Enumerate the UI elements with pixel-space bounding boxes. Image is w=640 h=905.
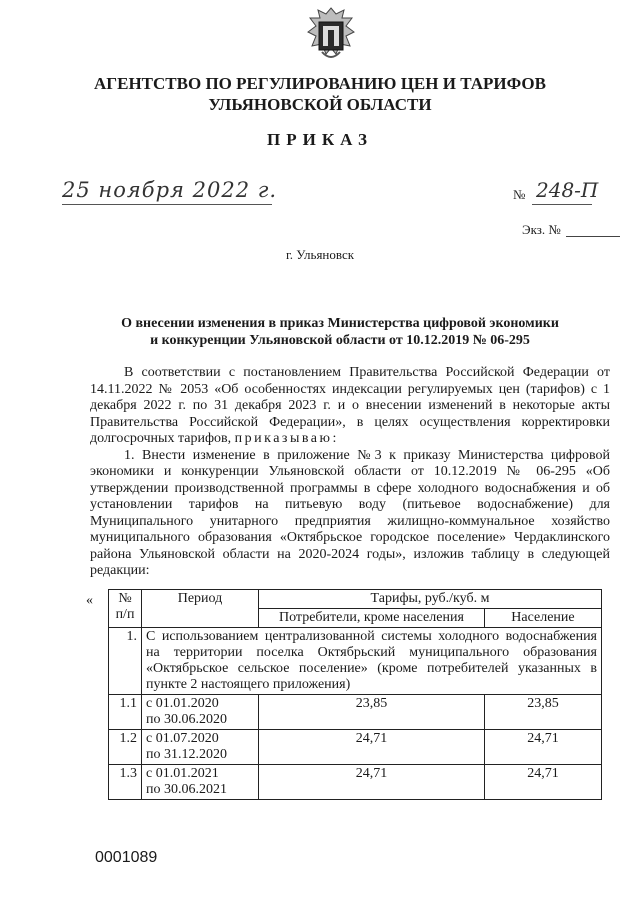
copy-number-label: Экз. № [522, 222, 561, 237]
order-subject [90, 315, 590, 349]
row-period [142, 730, 259, 765]
copy-number-line [566, 236, 620, 237]
table-row [109, 695, 602, 730]
order-word: приказываю: [234, 431, 339, 446]
handwritten-order-number: 248-П [536, 178, 599, 202]
header-population: Население [484, 609, 601, 628]
period-from: с 01.07.2020 [146, 731, 219, 746]
section-text: С использованием централизованной системы холодного водоснабжения на территории поселка Октябрьский муниципального образования «Октябрьское сельское поселение» (кроме потребителей указанных в пункте 2 настоящего приложения) [142, 628, 602, 695]
period-from: с 01.01.2020 [146, 696, 219, 711]
agency-name-line2: УЛЬЯНОВСКОЙ ОБЛАСТИ [208, 95, 432, 114]
header-tariffs: Тарифы, руб./куб. м [259, 590, 602, 609]
handwritten-date: 25 ноября 2022 г. [62, 178, 278, 202]
city: г. Ульяновск [285, 247, 355, 262]
row-consumers-tariff: 24,71 [259, 765, 485, 800]
table-row [109, 765, 602, 800]
table-section-row [109, 628, 602, 695]
document-type-title: ПРИКАЗ [267, 130, 373, 149]
tariff-table [108, 589, 602, 800]
period-to: по 30.06.2021 [146, 782, 227, 797]
row-period [142, 765, 259, 800]
period-from: с 01.01.2021 [146, 766, 219, 781]
opening-quote: « [86, 593, 93, 608]
row-consumers-tariff: 24,71 [259, 730, 485, 765]
coat-of-arms-emblem-icon [300, 4, 362, 66]
order-number-label: № [513, 187, 526, 202]
table-row [109, 730, 602, 765]
row-num: 1.1 [109, 695, 142, 730]
header-num: № п/п [109, 590, 142, 628]
row-period [142, 695, 259, 730]
row-population-tariff: 24,71 [484, 765, 601, 800]
row-population-tariff: 24,71 [484, 730, 601, 765]
section-num: 1. [109, 628, 142, 695]
header-period: Период [142, 590, 259, 628]
row-consumers-tariff: 23,85 [259, 695, 485, 730]
header-consumers: Потребители, кроме населения [259, 609, 485, 628]
period-to: по 30.06.2020 [146, 712, 227, 727]
agency-name-line1: АГЕНТСТВО ПО РЕГУЛИРОВАНИЮ ЦЕН И ТАРИФОВ [94, 74, 546, 93]
order-subject-line1: О внесении изменения в приказ Министерства цифровой экономики [121, 316, 559, 331]
document-serial-code: 0001089 [95, 849, 158, 866]
order-body [90, 365, 610, 580]
preamble-paragraph [90, 365, 610, 448]
table-header-row [109, 590, 602, 609]
row-num: 1.3 [109, 765, 142, 800]
row-num: 1.2 [109, 730, 142, 765]
order-subject-line2: и конкуренции Ульяновской области от 10.12.2019 № 06-295 [150, 333, 530, 348]
date-underline [62, 204, 272, 205]
number-underline [532, 204, 592, 205]
row-population-tariff: 23,85 [484, 695, 601, 730]
clause-1-paragraph: 1. Внести изменение в приложение №3 к приказу Министерства цифровой экономики и конкуренции Ульяновской области от 10.12.2019 № 06-295 «Об утверждении производственной программы в сфере холодного водоснабжения и об установлении тарифов на питьевую воду (питьевое водоснабжение) для Муниципального унитарного предприятия жилищно-коммунальное хозяйство муниципального образования «Октябрьское городское поселение» Чердаклинского района Ульяновской области на 2020-2024 годы», изложив таблицу в следующей редакции: [90, 447, 610, 578]
period-to: по 31.12.2020 [146, 747, 227, 762]
preamble-text: В соответствии с постановлением Правительства Российской Федерации от 14.11.2022 № 2053 «Об особенностях индексации регулируемых цен (тарифов) с 1 декабря 2022 г. по 31 декабря 2023 г. и о внесении изменений в некоторые акты Правительства Российской Федерации», в целях осуществления корректировки долгосрочных тарифов, [90, 365, 610, 446]
